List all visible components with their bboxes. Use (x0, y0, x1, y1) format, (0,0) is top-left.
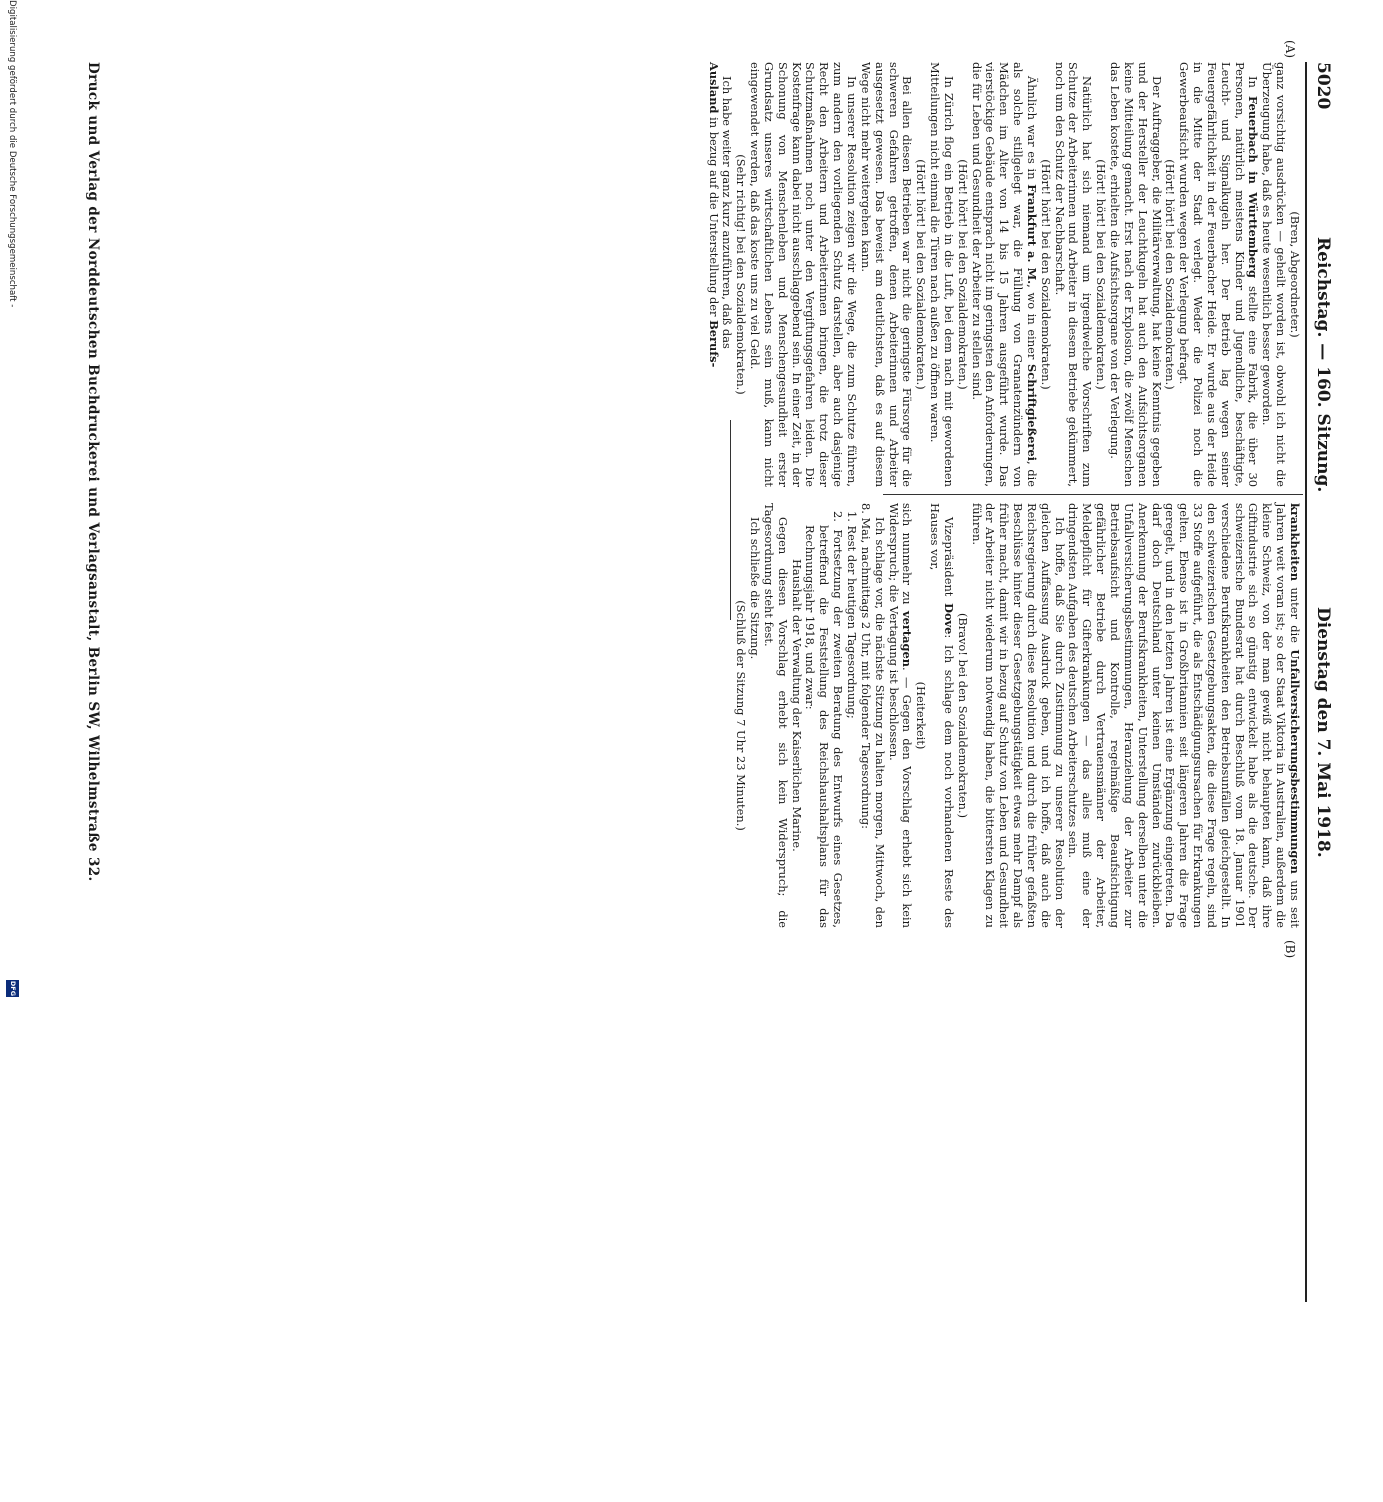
right-column (733, 503, 1301, 928)
margin-marker-b: (B) (1283, 940, 1297, 959)
emphasis: Ausland (706, 62, 721, 114)
paragraph (706, 62, 720, 487)
paragraph: Gegen diesen Vorschlag erhebt sich kein Widerspruch; die Tagesordnung steht fest. (761, 503, 790, 928)
paragraph: Natürlich hat sich niemand um irgendwelche Vorschriften zum Schutze der Arbeiterinnen und Arbeiter in diesem Betriebe gekümmert, noch um den Schutz der Nachbarschaft. (1052, 62, 1095, 487)
paragraph: In Zürich flog ein Betrieb in die Luft, bei dem nach mit gewordenen Mitteilungen nicht einmal die Türen nach außen zu öffnen waren. (928, 62, 956, 487)
emphasis: Berufs- (706, 320, 721, 368)
printer-imprint: Druck und Verlag der Norddeutschen Buchdruckerei und Verlagsanstalt, Berlin SW, Wilhelmstraße 32. (85, 62, 101, 882)
paragraph: Der Auftraggeber, die Militärverwaltung, hat keine Kenntnis gegeben und der Hersteller der Leuchtkugeln hat auch den Aufsichtsorganen keine Mitteilung gemacht. Erst nach der Explosion, die zwölf Menschen das Leben kostete, erhielten die Aufsichtsorgane von der Verlegung. (1108, 62, 1164, 487)
page-number: 5020 (1313, 62, 1333, 110)
interjection: (Hört! hört! bei den Sozialdemokraten.) (914, 159, 929, 390)
interjection: (Hört! hört! bei den Sozialdemokraten.) (1038, 159, 1053, 390)
agenda-subitem: Haushalt der Verwaltung der Kaiserlichen Marine. (789, 559, 804, 852)
running-title: Reichstag. — 160. Sitzung. (1313, 237, 1333, 493)
paragraph (1066, 503, 1301, 928)
paragraph: Bei allen diesen Betrieben war nicht die geringste Fürsorge für die schweren Gefahren getroffen, denen Arbeiterinnen und Arbeiter ausgesetzt gewesen. Das beweist am deutlichsten, daß es auf diesem Wege nicht mehr weitergehen kann. (858, 62, 915, 487)
paragraph: In unserer Resolution zeigen wir die Wege, die zum Schutze führen, zum andern den vorliegenden Schutz darstellen, aber auch dasjenige Recht den Arbeitern und Arbeiterinnen bringen, die trotz dieser Schutzmaßnahmen noch unter den Vergiftungsgefahren leiden. Die Kostenfrage kann dabei nicht ausschlaggebend sein. In einer Zeit, in der Schonung von Menschenleben und Menschengesundheit erster Grundsatz unseres wirtschaftlichen Lebens sein muß, kann nicht eingewendet werden, daß das koste uns zu viel Geld. (748, 62, 859, 487)
speaker-name: Dove (941, 603, 956, 635)
paragraph (969, 62, 1038, 487)
paragraph: Ich hoffe, daß Sie durch Zustimmung zu unserer Resolution der gleichen Auffassung Ausdruck geben, und ich hoffe, daß auch die Reichsregierung durch diese Resolution und durch die früher gefaßten Beschlüsse hinter dieser Gesetzgebungstätigkeit etwas mehr Dampf als früher macht, damit wir in bezug auf Schutz von Leben und Gesundheit der Arbeiter nicht wiederum notwendig haben, die bittersten Klagen zu führen. (969, 503, 1067, 928)
interjection: (Hört! hört! bei den Sozialdemokraten.) (1094, 159, 1109, 390)
paragraph (927, 503, 955, 928)
paragraph: Ich schließe die Sitzung. (748, 517, 763, 660)
paragraph-text: stellte eine Fabrik, die über 30 Personen, natürlich meistens Kinder und Jugendliche, beschäftigte, Leucht- und Signalkugeln her. Der Betrieb lag wegen seiner Feuergefährlichkeit in der Feuerbacher Heide. Er wurde aus der Heide in die Mitte der Stadt verlegt. Weder die Polizei noch die Gewerbeaufsicht wurden wegen der Verlegung befragt. (1177, 62, 1261, 487)
paragraph-text: . — Gegen den Vorschlag erhebt sich kein Widerspruch; die Vertagung ist beschlossen. (886, 503, 915, 928)
digitization-note: Digitalisierung gefördert durch die Deutsche Forschungsgemeinschaft - (7, 0, 17, 308)
emphasis: krankheiten (1288, 503, 1302, 582)
place-name: Frankfurt a. M. (1024, 184, 1039, 285)
interjection: (Hört! hört! bei den Sozialdemokraten.) (1163, 159, 1178, 390)
left-column (706, 62, 1301, 487)
paragraph-text: in bezug auf die Unterstellung der (706, 113, 721, 321)
dfg-logo: DFG (6, 980, 19, 997)
closing-note: (Schluß der Sitzung 7 Uhr 23 Minuten.) (734, 600, 749, 831)
place-name: Feuerbach in Württemberg (1246, 96, 1261, 279)
paragraph-text: uns seit Jahren weit voran ist; so der Staat Viktoria in Australien, außerdem die kleine Schweiz, von der man gewiß nicht behaupten kann, daß ihre Giftindustrie sich so günstig entwickelt habe als die deutsche. Der schweizerische Bundesrat hat durch Beschluß vom 18. Januar 1901 verschiedene Berufskrankheiten den Betriebsunfällen gleichgestellt. In den schweizerischen Gesetzgebungsakten, die diese Frage regeln, sind 33 Stoffe aufgeführt, die als Entschädigungsursachen für Erkrankungen gelten. Ebenso ist in Großbritannien seit längeren Jahren die Frage geregelt, und in den letzten Jahren ist eine Ergänzung eingetreten. Da darf doch Deutschland unter keinen Umständen zurückbleiben. Anerkennung der Berufskrankheiten, Unterstellung derselben unter die Unfallversicherungsbestimmungen, Heranziehung der Arbeiter zur Betriebsaufsicht und Kontrolle, regelmäßige Beaufsichtigung gefährlicher Betriebe durch Vertrauensmänner der Arbeiter, Meldepflicht für Gifterkrankungen — das alles muß eine der dringendsten Aufgaben des deutschen Arbeiterschutzes sein. (1066, 503, 1302, 928)
page-header (1309, 62, 1333, 1502)
paragraph: Ich habe weiter ganz kurz anzuführen, daß das (720, 76, 735, 349)
agenda-item: 1. Rest der heutigen Tagesordnung; (845, 511, 859, 719)
interjection: (Heiterkeit) (914, 681, 929, 750)
emphasis: Unfallversicherungsbestimmungen (1288, 649, 1302, 874)
session-date: Dienstag den 7. Mai 1918. (1313, 607, 1333, 858)
paragraph-text: , wo in einer (1024, 284, 1039, 365)
column-divider (883, 494, 1303, 495)
paragraph (886, 503, 914, 928)
speaker-note: (Bren, Abgeordneter.) (1288, 211, 1302, 338)
paragraph-text: , die als solche stillgelegt war, die Füllung von Granatenzündern von Mädchen im Alter von 14 bis 15 Jahren ausgeführt wurde. Das vierstöckige Gebäude entsprach nicht im geringsten den Anforderungen, die für Leben und Gesundheit der Arbeiter zu stellen sind. (969, 62, 1039, 487)
paragraph-text: Vizepräsident (941, 517, 956, 604)
agenda-item: 2. Fortsetzung der zweiten Beratung des Entwurfs eines Gesetzes, betreffend die Feststellung des Reichshaushaltsplans für das Rechnungsjahr 1918, und zwar: (803, 511, 846, 928)
paragraph-text: : Ich schlage dem noch vorhandenen Reste des Hauses vor, (928, 503, 956, 928)
paragraph (1176, 62, 1259, 487)
header-rule (1305, 62, 1307, 1302)
emphasis: Schriftgießerei (1024, 364, 1039, 461)
paragraph-text: unter die (1288, 581, 1302, 650)
paragraph: ganz vorsichtig ausdrücken — geheilt worden ist, obwohl ich nicht die Überzeugung habe, daß es heute wesentlich besser geworden. (1260, 62, 1289, 487)
emphasis: vertagen (900, 611, 915, 668)
interjection: (Bravo! bei den Sozialdemokraten.) (955, 612, 970, 819)
paragraph-text: In (1246, 76, 1261, 96)
margin-marker-a: (A) (1283, 40, 1297, 59)
interjection: (Sehr richtig! bei den Sozialdemokraten.) (734, 154, 749, 395)
interjection: (Hört! hört! bei den Sozialdemokraten.) (955, 159, 970, 390)
paragraph-text: sich nunmehr zu (900, 503, 915, 612)
paragraph: Ich schlage vor, die nächste Sitzung zu halten morgen, Mittwoch, den 8. Mai, nachmittags 2 Uhr, mit folgender Tagesordnung: (858, 503, 887, 928)
end-rule (730, 420, 731, 620)
paragraph-text: Ähnlich war es in (1024, 76, 1039, 185)
